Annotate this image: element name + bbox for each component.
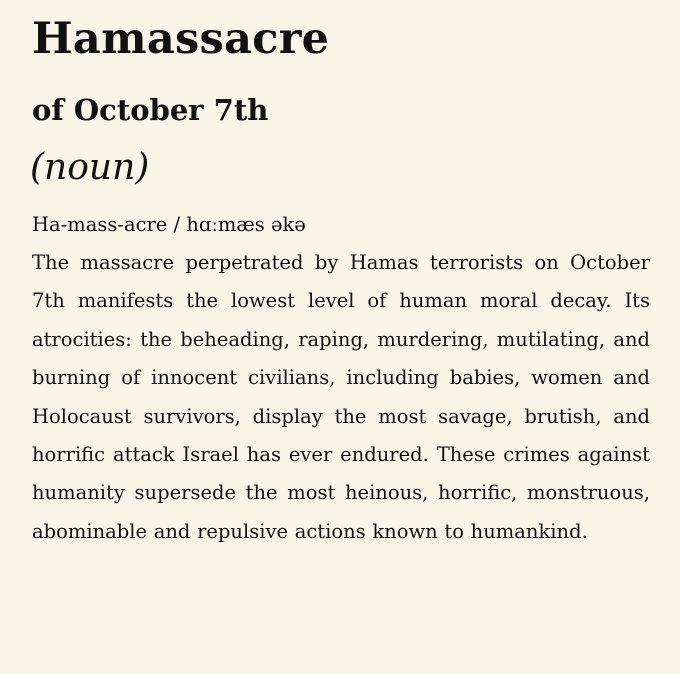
- pronunciation: Ha-mass-acre / hɑːmæs əkə: [32, 213, 306, 236]
- entry-headword: Hamassacre: [32, 14, 330, 64]
- part-of-speech: (noun): [30, 147, 150, 188]
- entry-subheading: of October 7th: [32, 93, 269, 127]
- definition-text: The massacre perpetrated by Hamas terrorists on October 7th manifests the lowest level of human moral decay. Its atrocities: the beheading, raping, murdering, mutilating, and burning of innocent civilians, including babies, women and Holocaust survivors, display the most savage, brutish, and horrific attack Israel has ever endured. These crimes against humanity supersede the most heinous, horrific, monstruous, abominable and repulsive actions known to humankind.: [32, 251, 650, 543]
